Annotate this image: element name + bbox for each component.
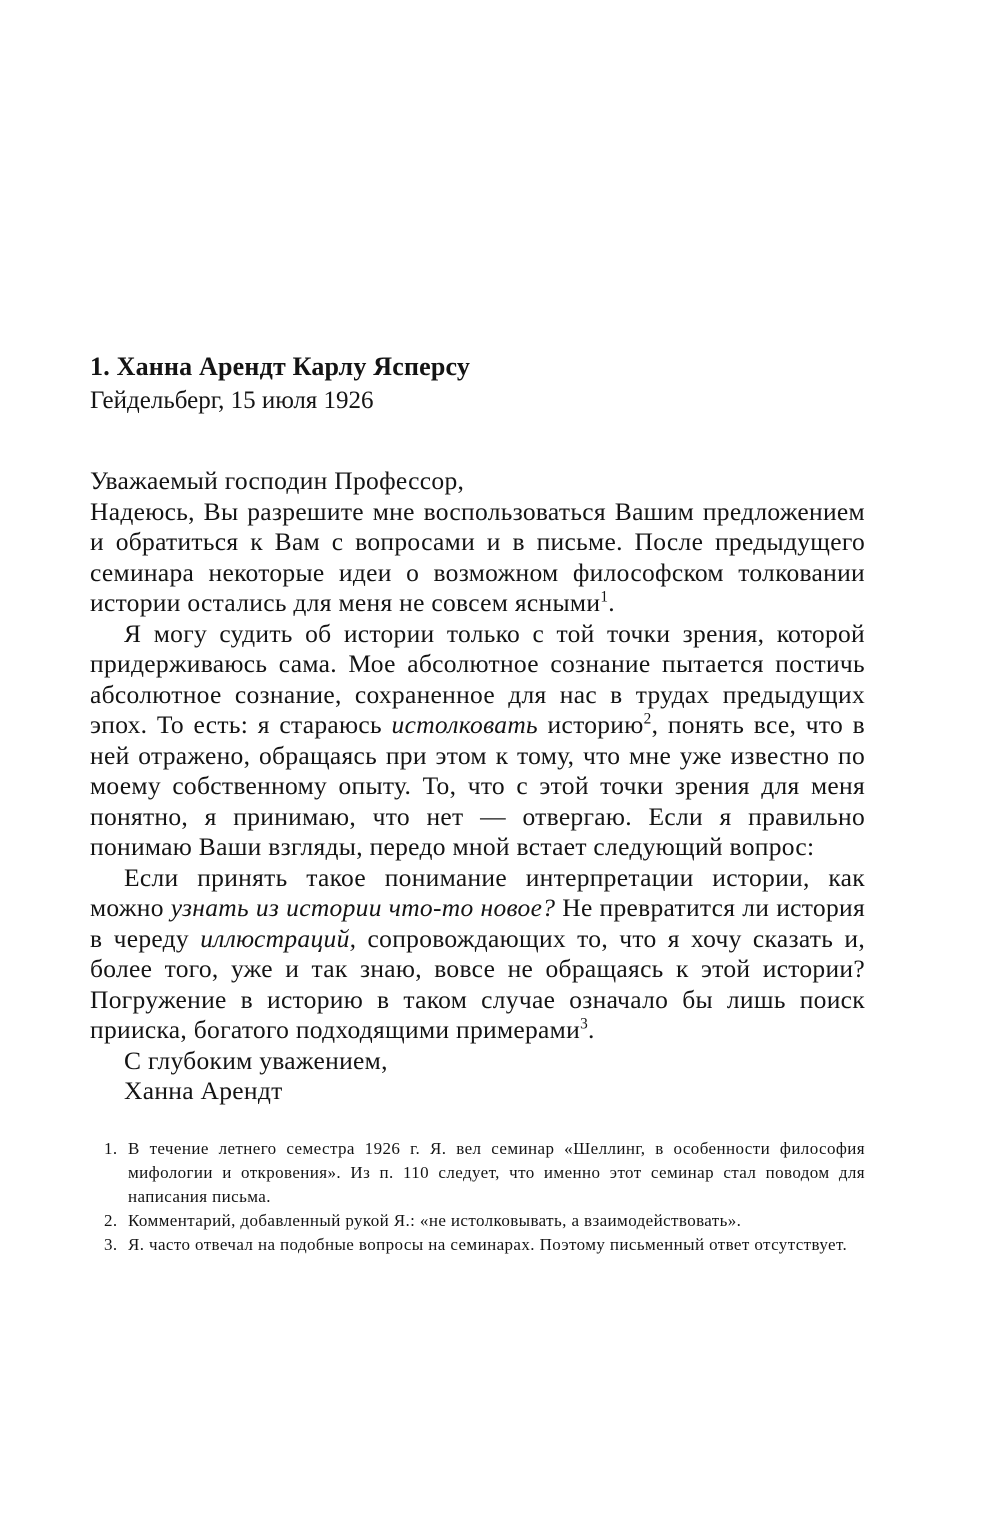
paragraph-1: Надеюсь, Вы разрешите мне воспользоваться Вашим предложением и обратиться к Вам с вопросами и в письме. После предыдущего семинара некоторые идеи о возможном философском толковании истории остались для меня не совсем ясными$^1$. [90,496,865,617]
footnote-3 [90,1233,865,1257]
footnote-number: 3. [104,1234,118,1254]
signature: Ханна Арендт [124,1076,283,1105]
footnote-text: Комментарий, добавленный рукой Я.: «не истолковывать, а взаимодействовать». [128,1210,742,1230]
emphasis-illustrations: иллюстраций, [200,923,357,953]
letter-title: 1. Ханна Арендт Карлу Ясперсу [90,352,471,381]
footnote-ref-2: 2 [643,710,652,728]
emphasis-learn-new: узнать из истории что-то новое? [170,893,556,922]
footnote-ref-1: 1 [600,588,609,606]
paragraph-2: Я могу судить об истории только с той точки зрения, которой придерживаюсь сама. Мое абсолютное сознание пытается постичь абсолютное сознание, сохраненное для нас в трудах предыдущих эпох. То есть: я стараюсь истолковать историю$^2$, понять все, что в ней отражено, обращаясь при этом к тому, что мне уже известно по моему собственному опыту. То, что с этой точки зрения для меня понятно, я принимаю, что нет — отвергаю. Если я правильно понимаю Ваши взгляды, передо мной встает следующий вопрос: [90,618,865,861]
letter-dateline: Гейдельберг, 15 июля 1926 [90,387,374,414]
paragraph-3: Если принять такое понимание интерпретации истории, как можно узнать из истории что-то новое? Не превратится ли история в череду иллюстраций, сопровождающих то, что я хочу сказать и, более того, уже и так знаю, вовсе не обращаясь к этой истории? Погружение в историю в таком случае означало бы лишь поиск прииска, богатого подходящими примерами$^3$. [90,862,866,1044]
footnote-ref-3: 3 [580,1015,589,1033]
footnote-number: 1. [104,1138,118,1158]
closing: С глубоким уважением, [124,1045,388,1075]
footnotes [90,1137,865,1257]
page [90,350,865,1257]
letter-body [90,466,865,1107]
salutation: Уважаемый господин Профессор, [90,466,465,495]
footnote-text: Я. часто отвечал на подобные вопросы на семинарах. Поэтому письменный ответ отсутствует. [128,1234,848,1254]
emphasis-interpret: истолковать [391,710,538,739]
footnote-text: В течение летнего семестра 1926 г. Я. вел семинар «Шеллинг, в особенности философия мифологии и откровения». Из п. 110 следует, что именно этот семинар стал поводом для написания письма. [128,1138,865,1206]
footnote-number: 2. [104,1210,118,1230]
footnote-1 [90,1137,865,1209]
footnote-2 [90,1209,865,1233]
paragraph-1-text: Надеюсь, Вы разрешите мне воспользоваться Вашим предложением и обратиться к Вам с вопросами и в письме. После предыдущего семинара некоторые идеи о возможном философском толковании истории остались для меня не совсем ясными [90,496,865,617]
